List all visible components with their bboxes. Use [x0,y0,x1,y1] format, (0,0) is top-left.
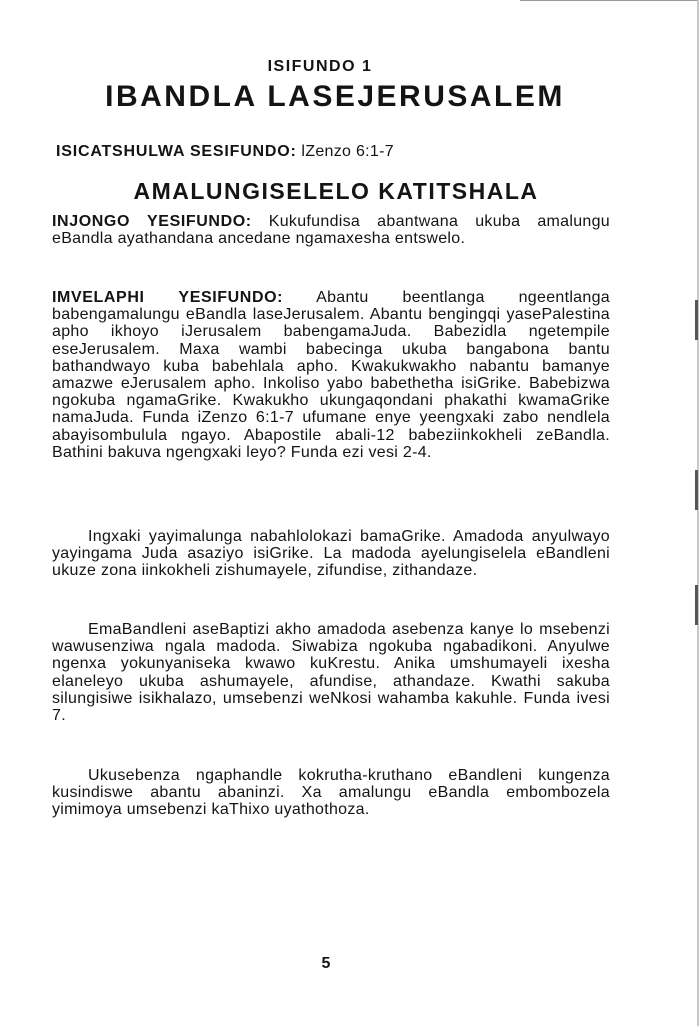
scripture-label: ISICATSHULWA SESIFUNDO: [56,143,297,160]
section-title: AMALUNGISELELO KATITSHALA [133,178,539,204]
paragraph: Ukusebenza ngaphandle kokrutha-kruthano eBandleni kungenza kusindiswe abantu abaninzi. Xa amalungu eBandla embombozela yimimoya umsebenzi kaThixo uyathothoza. [52,767,610,819]
scripture-reference: lZenzo 6:1-7 [301,143,394,160]
lesson-title: IBANDLA LASEJERUSALEM [105,80,565,113]
aim-label: INJONGO YESIFUNDO: [52,213,252,230]
paragraph: Ingxaki yayimalunga nabahlolokazi bamaGrike. Amadoda anyulwayo yayingama Juda asaziyo isiGrike. La madoda ayelungiselela eBandleni ukuze zona iinkokheli zishumayele, zifundise, zithandaze. [52,528,610,580]
lesson-number: ISIFUNDO 1 [267,58,373,75]
lesson-aim [52,213,610,247]
scan-artifact [695,300,698,340]
scan-edge-top [520,0,699,1]
scan-artifact [695,470,698,510]
background-label: IMVELAPHI YESIFUNDO: [52,289,284,306]
paragraph: EmaBandleni aseBaptizi akho amadoda asebenza kanye lo msebenzi wawusenziwa ngala madoda. Siwabiza ngokuba ngabadikoni. Anyulwe ngenxa yokunyaniseka kwawo kuKrestu. Anika umshumayeli ixesha elaneleyo ukuba ashumayele, afundise, athandaze. Kwathi sakuba silungisiwe isikhalazo, umsebenzi weNkosi wahamba kakuhle. Funda ivesi 7. [52,621,610,725]
background-body: Abantu beentlanga ngeentlanga babengamalungu eBandla laseJerusalem. Abantu bengingqi yasePalestina apho ikhoyo iJerusalem babengamaJuda. Babezidla ngetempile eseJerusalem. Maxa wambi babecinga ukuba bangabona bantu bathandwayo kuba babehlala apho. Kwakukwakho nabantu bamanye amazwe eJerusalem apho. Inkoliso yabo babethetha isiGrike. Babebizwa ngokuba ngamaGrike. Kwakukho ukungaqondani phakathi kwamaGrike namaJuda. Funda iZenzo 6:1-7 ufumane enye yeengxaki zabo nendlela abayisombulula ngayo. Abapostile abali-12 babeziinkokheli zeBandla. Bathini bakuva ngengxaki leyo? Funda ezi vesi 2-4. [52,289,610,461]
scripture-text [56,143,394,161]
page-number: 5 [321,955,331,972]
aim-body: Kukufundisa abantwana ukuba amalungu eBandla ayathandana ancedane ngamaxesha entswelo. [52,213,611,248]
lesson-background [52,289,610,461]
scan-artifact [695,585,698,625]
